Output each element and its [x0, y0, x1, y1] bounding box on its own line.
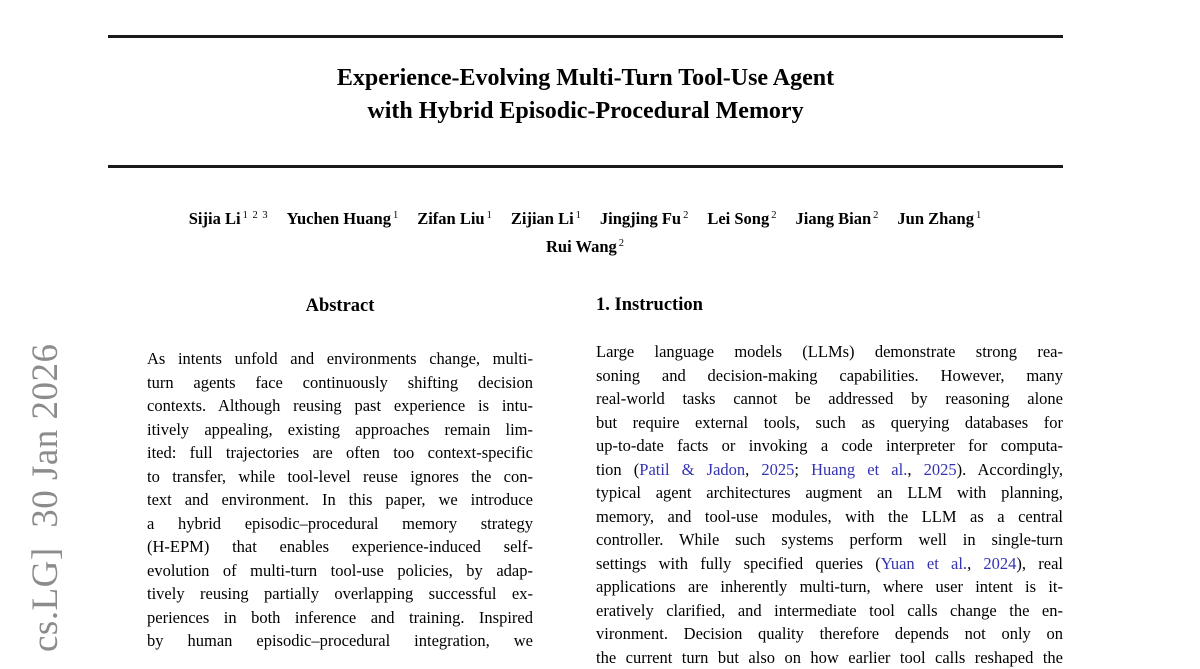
author-affiliation-sup: 2: [873, 210, 879, 221]
text-segment: vironment. Decision quality therefore depends not only on: [596, 624, 1063, 643]
text-segment: settings with fully specified queries (: [596, 554, 881, 573]
author: [417, 209, 493, 228]
text-line: [147, 488, 533, 512]
text-segment: ited: full trajectories are often too context-specific: [147, 443, 533, 462]
text-segment: ,: [907, 460, 923, 479]
text-line: [147, 371, 533, 395]
text-segment: real-world tasks cannot be addressed by reasoning alone: [596, 389, 1063, 408]
text-line: [147, 629, 533, 653]
text-segment: turn agents face continuously shifting decision: [147, 373, 533, 392]
text-segment: but require external tools, such as querying databases for: [596, 413, 1063, 432]
text-line: [596, 340, 1063, 364]
author-row-2: [108, 231, 1063, 259]
text-segment: periences in both inference and training. Inspired: [147, 608, 533, 627]
text-segment: Large language models (LLMs) demonstrate strong rea-: [596, 342, 1063, 361]
citation-link[interactable]: Huang et al.: [811, 460, 907, 479]
author: [707, 209, 777, 228]
author-name: Lei Song: [707, 209, 769, 228]
author: [189, 209, 269, 228]
text-line: [596, 505, 1063, 529]
text-line: [596, 364, 1063, 388]
author: [795, 209, 879, 228]
text-line: [147, 418, 533, 442]
text-segment: a hybrid episodic–procedural memory strategy: [147, 514, 533, 533]
text-segment: to transfer, while tool-level reuse ignores the con-: [147, 467, 533, 486]
text-segment: typical agent architectures augment an LLM with planning,: [596, 483, 1063, 502]
citation-link[interactable]: 2025: [761, 460, 794, 479]
text-line: [147, 559, 533, 583]
text-segment: ;: [794, 460, 811, 479]
text-segment: tion (: [596, 460, 639, 479]
text-segment: ,: [745, 460, 761, 479]
text-segment: (H-EPM) that enables experience-induced self-: [147, 537, 533, 556]
mid-rule: [108, 165, 1063, 168]
text-segment: the current turn but also on how earlier tool calls reshaped the: [596, 648, 1063, 667]
author-name: Zifan Liu: [417, 209, 484, 228]
text-line: [596, 575, 1063, 599]
text-segment: soning and decision-making capabilities. However, many: [596, 366, 1063, 385]
author-name: Yuchen Huang: [287, 209, 391, 228]
citation-link[interactable]: Yuan et al.: [881, 554, 967, 573]
author-name: Sijia Li: [189, 209, 241, 228]
author-affiliation-sup: 2: [683, 210, 689, 221]
text-segment: tively reusing partially overlapping successful ex-: [147, 584, 533, 603]
citation-link[interactable]: 2025: [924, 460, 957, 479]
abstract-heading: Abstract: [147, 296, 533, 317]
section-heading-instruction: 1. Instruction: [596, 295, 1063, 316]
text-segment: ), real: [1016, 554, 1063, 573]
citation-link[interactable]: 2024: [983, 554, 1016, 573]
author-affiliation-sup: 2: [771, 210, 777, 221]
author-affiliation-sup: 1 2 3: [243, 210, 269, 221]
text-segment: contexts. Although reusing past experience is intu-: [147, 396, 533, 415]
text-line: [596, 528, 1063, 552]
arxiv-watermark: cs.LG] 30 Jan 2026: [24, 343, 67, 652]
text-segment: As intents unfold and environments change, multi-: [147, 349, 533, 368]
text-line: [147, 347, 533, 371]
text-line: [596, 458, 1063, 482]
citation-link[interactable]: Patil & Jadon: [639, 460, 745, 479]
text-segment: ,: [967, 554, 983, 573]
author-affiliation-sup: 2: [619, 238, 625, 249]
author: [546, 237, 625, 256]
text-line: [147, 535, 533, 559]
text-segment: ). Accordingly,: [957, 460, 1063, 479]
text-line: [147, 465, 533, 489]
author-affiliation-sup: 1: [976, 210, 982, 221]
author: [511, 209, 582, 228]
introduction-body: [596, 340, 1063, 669]
author-row-1: [108, 203, 1063, 231]
author-name: Jun Zhang: [897, 209, 974, 228]
text-segment: controller. While such systems perform well in single-turn: [596, 530, 1063, 549]
text-line: [596, 552, 1063, 576]
text-line: [147, 394, 533, 418]
text-line: [147, 606, 533, 630]
author-affiliation-sup: 1: [393, 210, 399, 221]
author-list: [108, 203, 1063, 259]
text-segment: up-to-date facts or invoking a code interpreter for computa-: [596, 436, 1063, 455]
author-name: Rui Wang: [546, 237, 617, 256]
text-segment: text and environment. In this paper, we introduce: [147, 490, 533, 509]
paper-title-line2: with Hybrid Episodic-Procedural Memory: [108, 95, 1063, 128]
text-segment: eratively clarified, and intermediate tool calls change the en-: [596, 601, 1063, 620]
text-line: [147, 512, 533, 536]
text-segment: evolution of multi-turn tool-use policies, by adap-: [147, 561, 533, 580]
author-name: Jingjing Fu: [600, 209, 681, 228]
text-line: [596, 411, 1063, 435]
text-line: [596, 646, 1063, 669]
author: [600, 209, 689, 228]
text-line: [596, 599, 1063, 623]
text-segment: memory, and tool-use modules, with the LLM as a central: [596, 507, 1063, 526]
author-name: Zijian Li: [511, 209, 574, 228]
author-name: Jiang Bian: [795, 209, 871, 228]
author-affiliation-sup: 1: [487, 210, 493, 221]
text-line: [596, 387, 1063, 411]
paper-title: [108, 62, 1063, 128]
abstract-body: [147, 347, 533, 653]
text-segment: itively appealing, existing approaches remain lim-: [147, 420, 533, 439]
text-line: [147, 441, 533, 465]
paper-title-line1: Experience-Evolving Multi-Turn Tool-Use Agent: [108, 62, 1063, 95]
text-line: [596, 622, 1063, 646]
author: [897, 209, 982, 228]
author-affiliation-sup: 1: [576, 210, 582, 221]
text-segment: applications are inherently multi-turn, where user intent is it-: [596, 577, 1063, 596]
text-line: [596, 434, 1063, 458]
text-line: [596, 481, 1063, 505]
author: [287, 209, 400, 228]
text-segment: by human episodic–procedural integration, we: [147, 631, 533, 650]
text-line: [147, 582, 533, 606]
top-rule: [108, 35, 1063, 38]
